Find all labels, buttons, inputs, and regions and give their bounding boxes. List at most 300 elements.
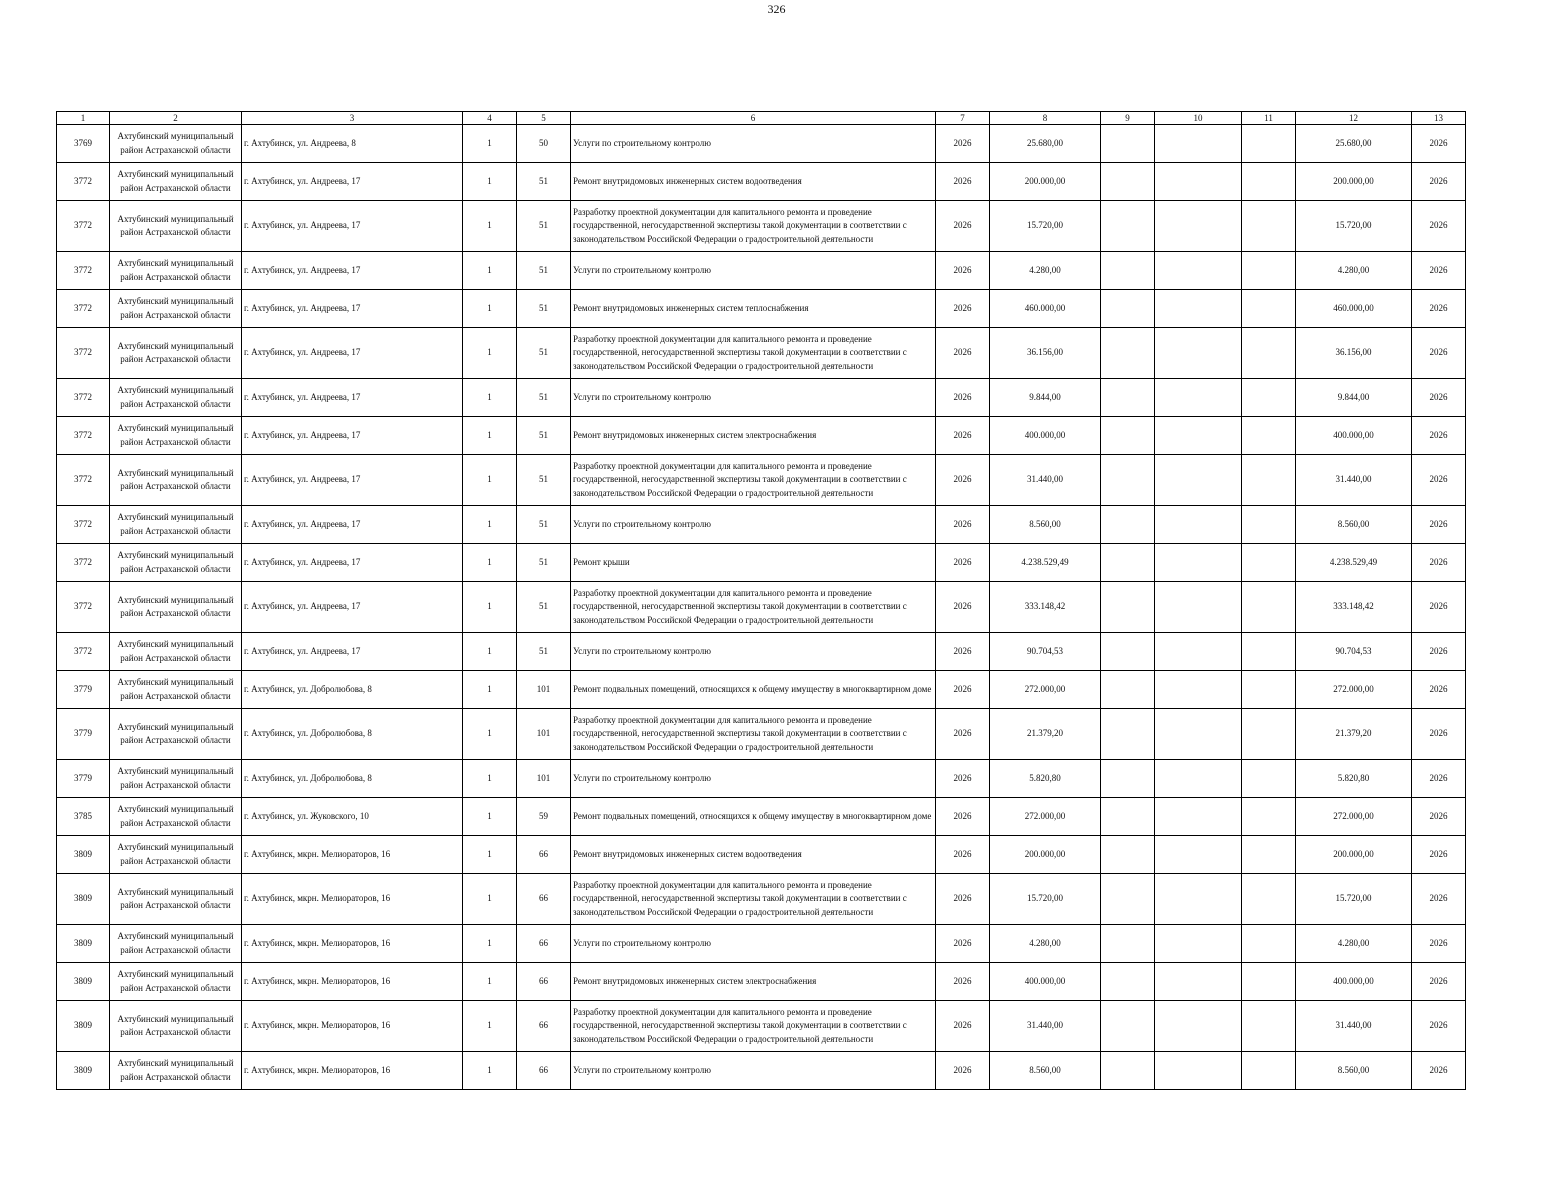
row-id-cell: 3772 <box>57 328 110 379</box>
municipality-cell: Ахтубинский муниципальный район Астраханской области <box>110 1052 242 1090</box>
column-10-cell <box>1155 709 1242 760</box>
column-5-cell: 51 <box>517 379 571 417</box>
row-id-cell: 3809 <box>57 963 110 1001</box>
column-4-cell: 1 <box>463 201 517 252</box>
table-row <box>57 582 1466 633</box>
municipality-cell: Ахтубинский муниципальный район Астраханской области <box>110 963 242 1001</box>
municipality-cell: Ахтубинский муниципальный район Астраханской области <box>110 163 242 201</box>
column-11-cell <box>1242 1001 1296 1052</box>
work-type-cell: Ремонт внутридомовых инженерных систем теплоснабжения <box>571 290 936 328</box>
column-13-cell: 2026 <box>1412 1052 1466 1090</box>
table-row <box>57 963 1466 1001</box>
municipality-cell: Ахтубинский муниципальный район Астраханской области <box>110 544 242 582</box>
row-id-cell: 3772 <box>57 417 110 455</box>
row-id-cell: 3779 <box>57 671 110 709</box>
column-11-cell <box>1242 836 1296 874</box>
column-11-cell <box>1242 252 1296 290</box>
column-11-cell <box>1242 328 1296 379</box>
table-row <box>57 874 1466 925</box>
column-12-cell: 31.440,00 <box>1296 455 1412 506</box>
address-cell: г. Ахтубинск, ул. Андреева, 17 <box>242 506 463 544</box>
column-header: 4 <box>463 112 517 125</box>
column-5-cell: 51 <box>517 328 571 379</box>
column-10-cell <box>1155 760 1242 798</box>
cost-cell: 31.440,00 <box>990 455 1101 506</box>
cost-cell: 90.704,53 <box>990 633 1101 671</box>
column-9-cell <box>1101 582 1155 633</box>
row-id-cell: 3785 <box>57 798 110 836</box>
table-row <box>57 125 1466 163</box>
cost-cell: 333.148,42 <box>990 582 1101 633</box>
row-id-cell: 3772 <box>57 379 110 417</box>
work-type-cell: Ремонт внутридомовых инженерных систем водоотведения <box>571 163 936 201</box>
column-11-cell <box>1242 633 1296 671</box>
column-10-cell <box>1155 836 1242 874</box>
row-id-cell: 3809 <box>57 925 110 963</box>
municipality-cell: Ахтубинский муниципальный район Астраханской области <box>110 633 242 671</box>
column-4-cell: 1 <box>463 671 517 709</box>
year-cell: 2026 <box>936 163 990 201</box>
work-type-cell: Услуги по строительному контролю <box>571 760 936 798</box>
cost-cell: 272.000,00 <box>990 798 1101 836</box>
column-12-cell: 15.720,00 <box>1296 874 1412 925</box>
column-4-cell: 1 <box>463 455 517 506</box>
column-11-cell <box>1242 874 1296 925</box>
column-4-cell: 1 <box>463 379 517 417</box>
column-10-cell <box>1155 633 1242 671</box>
address-cell: г. Ахтубинск, ул. Андреева, 17 <box>242 290 463 328</box>
year-cell: 2026 <box>936 290 990 328</box>
work-type-cell: Разработку проектной документации для капитального ремонта и проведение государственной, негосударственной экспертизы такой документации в соответствии с законодательством Российской Федерации о градостроительной деятельности <box>571 328 936 379</box>
year-cell: 2026 <box>936 760 990 798</box>
address-cell: г. Ахтубинск, ул. Андреева, 17 <box>242 544 463 582</box>
column-11-cell <box>1242 963 1296 1001</box>
address-cell: г. Ахтубинск, мкрн. Мелиораторов, 16 <box>242 1052 463 1090</box>
cost-cell: 25.680,00 <box>990 125 1101 163</box>
column-4-cell: 1 <box>463 582 517 633</box>
municipality-cell: Ахтубинский муниципальный район Астраханской области <box>110 379 242 417</box>
address-cell: г. Ахтубинск, ул. Жуковского, 10 <box>242 798 463 836</box>
column-5-cell: 66 <box>517 963 571 1001</box>
table-row <box>57 925 1466 963</box>
cost-cell: 400.000,00 <box>990 963 1101 1001</box>
work-type-cell: Разработку проектной документации для капитального ремонта и проведение государственной, негосударственной экспертизы такой документации в соответствии с законодательством Российской Федерации о градостроительной деятельности <box>571 455 936 506</box>
column-10-cell <box>1155 798 1242 836</box>
column-12-cell: 31.440,00 <box>1296 1001 1412 1052</box>
work-type-cell: Услуги по строительному контролю <box>571 252 936 290</box>
column-9-cell <box>1101 328 1155 379</box>
row-id-cell: 3772 <box>57 544 110 582</box>
address-cell: г. Ахтубинск, мкрн. Мелиораторов, 16 <box>242 1001 463 1052</box>
work-type-cell: Ремонт внутридомовых инженерных систем электроснабжения <box>571 963 936 1001</box>
column-13-cell: 2026 <box>1412 328 1466 379</box>
column-11-cell <box>1242 582 1296 633</box>
column-5-cell: 51 <box>517 544 571 582</box>
column-13-cell: 2026 <box>1412 125 1466 163</box>
column-11-cell <box>1242 125 1296 163</box>
column-13-cell: 2026 <box>1412 379 1466 417</box>
address-cell: г. Ахтубинск, мкрн. Мелиораторов, 16 <box>242 925 463 963</box>
column-5-cell: 51 <box>517 455 571 506</box>
column-12-cell: 4.280,00 <box>1296 252 1412 290</box>
column-4-cell: 1 <box>463 544 517 582</box>
column-4-cell: 1 <box>463 163 517 201</box>
cost-cell: 9.844,00 <box>990 379 1101 417</box>
column-12-cell: 8.560,00 <box>1296 506 1412 544</box>
column-header: 2 <box>110 112 242 125</box>
row-id-cell: 3772 <box>57 633 110 671</box>
table-row <box>57 836 1466 874</box>
column-9-cell <box>1101 379 1155 417</box>
column-11-cell <box>1242 1052 1296 1090</box>
row-id-cell: 3772 <box>57 290 110 328</box>
column-12-cell: 5.820,80 <box>1296 760 1412 798</box>
work-type-cell: Услуги по строительному контролю <box>571 379 936 417</box>
cost-cell: 4.238.529,49 <box>990 544 1101 582</box>
column-5-cell: 66 <box>517 1001 571 1052</box>
column-4-cell: 1 <box>463 328 517 379</box>
row-id-cell: 3809 <box>57 1001 110 1052</box>
column-5-cell: 101 <box>517 760 571 798</box>
column-4-cell: 1 <box>463 798 517 836</box>
column-5-cell: 101 <box>517 709 571 760</box>
municipality-cell: Ахтубинский муниципальный район Астраханской области <box>110 836 242 874</box>
column-header: 11 <box>1242 112 1296 125</box>
cost-cell: 8.560,00 <box>990 1052 1101 1090</box>
table-row <box>57 798 1466 836</box>
column-header: 3 <box>242 112 463 125</box>
work-type-cell: Ремонт внутридомовых инженерных систем электроснабжения <box>571 417 936 455</box>
address-cell: г. Ахтубинск, ул. Андреева, 17 <box>242 417 463 455</box>
column-header: 1 <box>57 112 110 125</box>
work-type-cell: Разработку проектной документации для капитального ремонта и проведение государственной, негосударственной экспертизы такой документации в соответствии с законодательством Российской Федерации о градостроительной деятельности <box>571 582 936 633</box>
work-type-cell: Ремонт подвальных помещений, относящихся к общему имуществу в многоквартирном доме <box>571 671 936 709</box>
capital-repair-table <box>56 111 1466 1090</box>
column-header: 8 <box>990 112 1101 125</box>
column-9-cell <box>1101 252 1155 290</box>
municipality-cell: Ахтубинский муниципальный район Астраханской области <box>110 125 242 163</box>
column-11-cell <box>1242 671 1296 709</box>
row-id-cell: 3772 <box>57 252 110 290</box>
table-row <box>57 328 1466 379</box>
column-9-cell <box>1101 1052 1155 1090</box>
column-12-cell: 200.000,00 <box>1296 163 1412 201</box>
column-9-cell <box>1101 925 1155 963</box>
municipality-cell: Ахтубинский муниципальный район Астраханской области <box>110 252 242 290</box>
column-13-cell: 2026 <box>1412 201 1466 252</box>
column-9-cell <box>1101 455 1155 506</box>
cost-cell: 36.156,00 <box>990 328 1101 379</box>
column-4-cell: 1 <box>463 836 517 874</box>
table-row <box>57 290 1466 328</box>
column-9-cell <box>1101 163 1155 201</box>
row-id-cell: 3769 <box>57 125 110 163</box>
page-number: 326 <box>767 2 786 16</box>
table-row <box>57 633 1466 671</box>
year-cell: 2026 <box>936 379 990 417</box>
column-10-cell <box>1155 125 1242 163</box>
column-10-cell <box>1155 455 1242 506</box>
column-10-cell <box>1155 252 1242 290</box>
column-11-cell <box>1242 925 1296 963</box>
column-10-cell <box>1155 379 1242 417</box>
address-cell: г. Ахтубинск, мкрн. Мелиораторов, 16 <box>242 963 463 1001</box>
year-cell: 2026 <box>936 455 990 506</box>
column-11-cell <box>1242 455 1296 506</box>
column-4-cell: 1 <box>463 1001 517 1052</box>
row-id-cell: 3809 <box>57 874 110 925</box>
column-11-cell <box>1242 760 1296 798</box>
row-id-cell: 3772 <box>57 506 110 544</box>
column-13-cell: 2026 <box>1412 582 1466 633</box>
row-id-cell: 3809 <box>57 1052 110 1090</box>
column-13-cell: 2026 <box>1412 671 1466 709</box>
column-9-cell <box>1101 125 1155 163</box>
year-cell: 2026 <box>936 1052 990 1090</box>
column-header: 9 <box>1101 112 1155 125</box>
column-12-cell: 9.844,00 <box>1296 379 1412 417</box>
column-13-cell: 2026 <box>1412 874 1466 925</box>
column-11-cell <box>1242 290 1296 328</box>
municipality-cell: Ахтубинский муниципальный район Астраханской области <box>110 201 242 252</box>
column-header: 5 <box>517 112 571 125</box>
column-4-cell: 1 <box>463 417 517 455</box>
column-4-cell: 1 <box>463 290 517 328</box>
table-row <box>57 379 1466 417</box>
municipality-cell: Ахтубинский муниципальный район Астраханской области <box>110 671 242 709</box>
year-cell: 2026 <box>936 836 990 874</box>
municipality-cell: Ахтубинский муниципальный район Астраханской области <box>110 290 242 328</box>
column-12-cell: 400.000,00 <box>1296 963 1412 1001</box>
address-cell: г. Ахтубинск, ул. Андреева, 17 <box>242 633 463 671</box>
column-13-cell: 2026 <box>1412 963 1466 1001</box>
year-cell: 2026 <box>936 544 990 582</box>
row-id-cell: 3772 <box>57 582 110 633</box>
column-5-cell: 51 <box>517 201 571 252</box>
cost-cell: 200.000,00 <box>990 836 1101 874</box>
address-cell: г. Ахтубинск, ул. Андреева, 17 <box>242 163 463 201</box>
work-type-cell: Разработку проектной документации для капитального ремонта и проведение государственной, негосударственной экспертизы такой документации в соответствии с законодательством Российской Федерации о градостроительной деятельности <box>571 1001 936 1052</box>
column-13-cell: 2026 <box>1412 455 1466 506</box>
row-id-cell: 3779 <box>57 709 110 760</box>
municipality-cell: Ахтубинский муниципальный район Астраханской области <box>110 506 242 544</box>
column-12-cell: 21.379,20 <box>1296 709 1412 760</box>
column-13-cell: 2026 <box>1412 506 1466 544</box>
municipality-cell: Ахтубинский муниципальный район Астраханской области <box>110 874 242 925</box>
year-cell: 2026 <box>936 925 990 963</box>
column-9-cell <box>1101 544 1155 582</box>
address-cell: г. Ахтубинск, ул. Добролюбова, 8 <box>242 709 463 760</box>
municipality-cell: Ахтубинский муниципальный район Астраханской области <box>110 328 242 379</box>
column-11-cell <box>1242 709 1296 760</box>
column-9-cell <box>1101 201 1155 252</box>
column-12-cell: 333.148,42 <box>1296 582 1412 633</box>
table-row <box>57 506 1466 544</box>
column-9-cell <box>1101 671 1155 709</box>
table-row <box>57 455 1466 506</box>
column-13-cell: 2026 <box>1412 252 1466 290</box>
year-cell: 2026 <box>936 671 990 709</box>
cost-cell: 460.000,00 <box>990 290 1101 328</box>
column-10-cell <box>1155 201 1242 252</box>
year-cell: 2026 <box>936 963 990 1001</box>
column-12-cell: 8.560,00 <box>1296 1052 1412 1090</box>
column-11-cell <box>1242 798 1296 836</box>
municipality-cell: Ахтубинский муниципальный район Астраханской области <box>110 709 242 760</box>
table-row <box>57 1001 1466 1052</box>
column-13-cell: 2026 <box>1412 290 1466 328</box>
column-13-cell: 2026 <box>1412 925 1466 963</box>
column-header: 7 <box>936 112 990 125</box>
address-cell: г. Ахтубинск, ул. Андреева, 17 <box>242 201 463 252</box>
cost-cell: 15.720,00 <box>990 201 1101 252</box>
column-13-cell: 2026 <box>1412 798 1466 836</box>
work-type-cell: Ремонт крыши <box>571 544 936 582</box>
year-cell: 2026 <box>936 798 990 836</box>
column-11-cell <box>1242 506 1296 544</box>
column-10-cell <box>1155 290 1242 328</box>
work-type-cell: Разработку проектной документации для капитального ремонта и проведение государственной, негосударственной экспертизы такой документации в соответствии с законодательством Российской Федерации о градостроительной деятельности <box>571 709 936 760</box>
column-12-cell: 90.704,53 <box>1296 633 1412 671</box>
work-type-cell: Разработку проектной документации для капитального ремонта и проведение государственной, негосударственной экспертизы такой документации в соответствии с законодательством Российской Федерации о градостроительной деятельности <box>571 201 936 252</box>
column-12-cell: 4.238.529,49 <box>1296 544 1412 582</box>
address-cell: г. Ахтубинск, ул. Андреева, 17 <box>242 582 463 633</box>
address-cell: г. Ахтубинск, ул. Добролюбова, 8 <box>242 671 463 709</box>
column-12-cell: 25.680,00 <box>1296 125 1412 163</box>
column-10-cell <box>1155 1001 1242 1052</box>
column-4-cell: 1 <box>463 874 517 925</box>
column-9-cell <box>1101 874 1155 925</box>
year-cell: 2026 <box>936 417 990 455</box>
address-cell: г. Ахтубинск, ул. Добролюбова, 8 <box>242 760 463 798</box>
address-cell: г. Ахтубинск, мкрн. Мелиораторов, 16 <box>242 836 463 874</box>
column-5-cell: 51 <box>517 506 571 544</box>
column-10-cell <box>1155 671 1242 709</box>
row-id-cell: 3779 <box>57 760 110 798</box>
column-4-cell: 1 <box>463 925 517 963</box>
column-13-cell: 2026 <box>1412 544 1466 582</box>
work-type-cell: Разработку проектной документации для капитального ремонта и проведение государственной, негосударственной экспертизы такой документации в соответствии с законодательством Российской Федерации о градостроительной деятельности <box>571 874 936 925</box>
column-5-cell: 51 <box>517 582 571 633</box>
column-4-cell: 1 <box>463 1052 517 1090</box>
column-12-cell: 36.156,00 <box>1296 328 1412 379</box>
column-5-cell: 51 <box>517 290 571 328</box>
column-12-cell: 272.000,00 <box>1296 798 1412 836</box>
municipality-cell: Ахтубинский муниципальный район Астраханской области <box>110 417 242 455</box>
cost-cell: 4.280,00 <box>990 925 1101 963</box>
column-number-header-row <box>57 112 1466 125</box>
row-id-cell: 3772 <box>57 163 110 201</box>
year-cell: 2026 <box>936 874 990 925</box>
column-9-cell <box>1101 836 1155 874</box>
address-cell: г. Ахтубинск, ул. Андреева, 17 <box>242 379 463 417</box>
cost-cell: 8.560,00 <box>990 506 1101 544</box>
municipality-cell: Ахтубинский муниципальный район Астраханской области <box>110 455 242 506</box>
table-row <box>57 163 1466 201</box>
column-4-cell: 1 <box>463 252 517 290</box>
column-12-cell: 4.280,00 <box>1296 925 1412 963</box>
table-row <box>57 760 1466 798</box>
table-row <box>57 1052 1466 1090</box>
column-5-cell: 51 <box>517 633 571 671</box>
column-4-cell: 1 <box>463 963 517 1001</box>
address-cell: г. Ахтубинск, ул. Андреева, 17 <box>242 252 463 290</box>
address-cell: г. Ахтубинск, ул. Андреева, 17 <box>242 328 463 379</box>
column-5-cell: 51 <box>517 417 571 455</box>
column-11-cell <box>1242 417 1296 455</box>
column-10-cell <box>1155 417 1242 455</box>
column-4-cell: 1 <box>463 709 517 760</box>
address-cell: г. Ахтубинск, ул. Андреева, 8 <box>242 125 463 163</box>
column-11-cell <box>1242 201 1296 252</box>
column-10-cell <box>1155 874 1242 925</box>
row-id-cell: 3772 <box>57 201 110 252</box>
column-4-cell: 1 <box>463 125 517 163</box>
work-type-cell: Услуги по строительному контролю <box>571 506 936 544</box>
column-12-cell: 272.000,00 <box>1296 671 1412 709</box>
column-5-cell: 66 <box>517 836 571 874</box>
column-5-cell: 66 <box>517 925 571 963</box>
column-11-cell <box>1242 163 1296 201</box>
year-cell: 2026 <box>936 328 990 379</box>
column-10-cell <box>1155 544 1242 582</box>
column-9-cell <box>1101 506 1155 544</box>
cost-cell: 15.720,00 <box>990 874 1101 925</box>
column-13-cell: 2026 <box>1412 1001 1466 1052</box>
column-4-cell: 1 <box>463 633 517 671</box>
municipality-cell: Ахтубинский муниципальный район Астраханской области <box>110 798 242 836</box>
address-cell: г. Ахтубинск, мкрн. Мелиораторов, 16 <box>242 874 463 925</box>
work-type-cell: Ремонт внутридомовых инженерных систем водоотведения <box>571 836 936 874</box>
column-header: 6 <box>571 112 936 125</box>
table-row <box>57 544 1466 582</box>
column-9-cell <box>1101 709 1155 760</box>
year-cell: 2026 <box>936 201 990 252</box>
column-9-cell <box>1101 290 1155 328</box>
cost-cell: 200.000,00 <box>990 163 1101 201</box>
table-row <box>57 252 1466 290</box>
cost-cell: 31.440,00 <box>990 1001 1101 1052</box>
column-12-cell: 400.000,00 <box>1296 417 1412 455</box>
year-cell: 2026 <box>936 1001 990 1052</box>
column-11-cell <box>1242 544 1296 582</box>
work-type-cell: Услуги по строительному контролю <box>571 125 936 163</box>
column-5-cell: 50 <box>517 125 571 163</box>
column-5-cell: 51 <box>517 163 571 201</box>
cost-cell: 400.000,00 <box>990 417 1101 455</box>
column-10-cell <box>1155 506 1242 544</box>
column-10-cell <box>1155 925 1242 963</box>
column-header: 12 <box>1296 112 1412 125</box>
table-row <box>57 201 1466 252</box>
cost-cell: 272.000,00 <box>990 671 1101 709</box>
column-9-cell <box>1101 760 1155 798</box>
cost-cell: 21.379,20 <box>990 709 1101 760</box>
column-5-cell: 59 <box>517 798 571 836</box>
table-row <box>57 417 1466 455</box>
cost-cell: 5.820,80 <box>990 760 1101 798</box>
year-cell: 2026 <box>936 633 990 671</box>
column-5-cell: 66 <box>517 1052 571 1090</box>
column-4-cell: 1 <box>463 760 517 798</box>
column-4-cell: 1 <box>463 506 517 544</box>
column-9-cell <box>1101 417 1155 455</box>
column-5-cell: 101 <box>517 671 571 709</box>
work-type-cell: Услуги по строительному контролю <box>571 925 936 963</box>
column-header: 10 <box>1155 112 1242 125</box>
column-9-cell <box>1101 1001 1155 1052</box>
column-5-cell: 66 <box>517 874 571 925</box>
